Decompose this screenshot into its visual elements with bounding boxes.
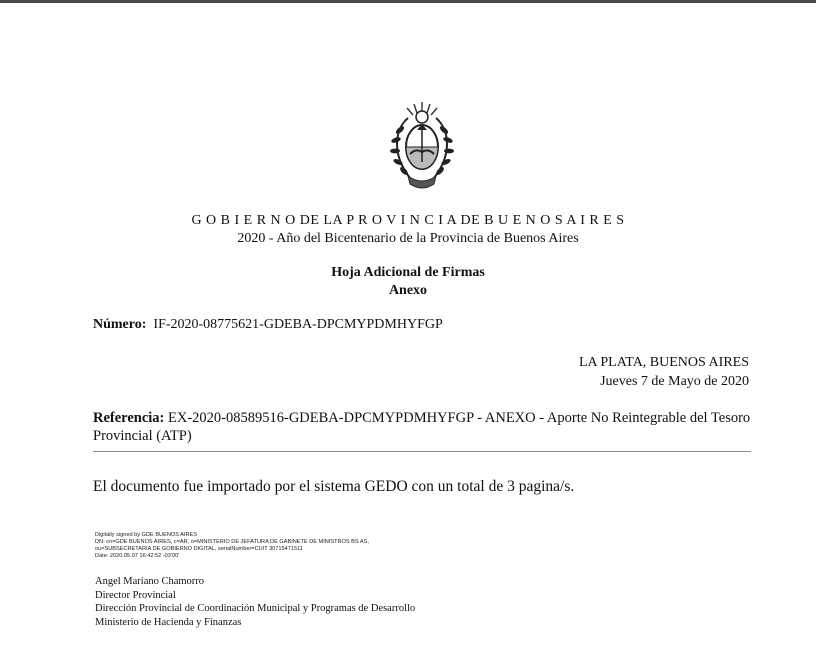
signature-line-1: Digitally signed by GDE BUENOS AIRES [95,532,197,538]
document-number [93,317,443,333]
document-date: Jueves 7 de Mayo de 2020 [600,374,749,389]
government-title: G O B I E R N O DE LA P R O V I N C I A DE B U E N O S A I R E S [191,213,625,228]
sheet-subtitle: Anexo [388,283,428,298]
provincial-coat-of-arms-icon [386,100,458,192]
signer-name: Angel Mariano Chamorro [95,576,205,587]
signature-line-3: ou=SUBSECRETARIA DE GOBIERNO DIGITAL, serialNumber=CUIT 30715471511 [95,546,303,552]
document-number-value: IF-2020-08775621-GDEBA-DPCMYPDMHYFGP [153,317,443,332]
signer-block [95,575,415,629]
digital-signature-block [95,532,369,560]
document-reference [93,409,753,445]
year-motto: 2020 - Año del Bicentenario de la Provincia de Buenos Aires [237,231,579,246]
signer-directorate: Dirección Provincial de Coordinación Municipal y Programas de Desarrollo [95,603,416,614]
reference-label: Referencia: [93,410,165,426]
sheet-title: Hoja Adicional de Firmas [331,265,485,280]
window-top-border [0,0,816,3]
document-place: LA PLATA, BUENOS AIRES [578,355,749,370]
document-body: El documento fue importado por el sistema GEDO con un total de 3 pagina/s. [93,478,575,495]
signature-line-2: DN: cn=GDE BUENOS AIRES, c=AR, o=MINISTERIO DE JEFATURA DE GABINETE DE MINISTROS BS AS, [95,539,369,545]
separator-line [93,451,751,452]
signature-line-4: Date: 2020.05.07 16:42:52 -03'00' [95,553,180,559]
reference-value: EX-2020-08589516-GDEBA-DPCMYPDMHYFGP - ANEXO - Aporte No Reintegrable del Tesoro Provincial (ATP) [93,410,751,444]
document-number-label: Número: [93,317,147,332]
signer-ministry: Ministerio de Hacienda y Finanzas [95,616,242,628]
signer-position: Director Provincial [95,589,176,601]
